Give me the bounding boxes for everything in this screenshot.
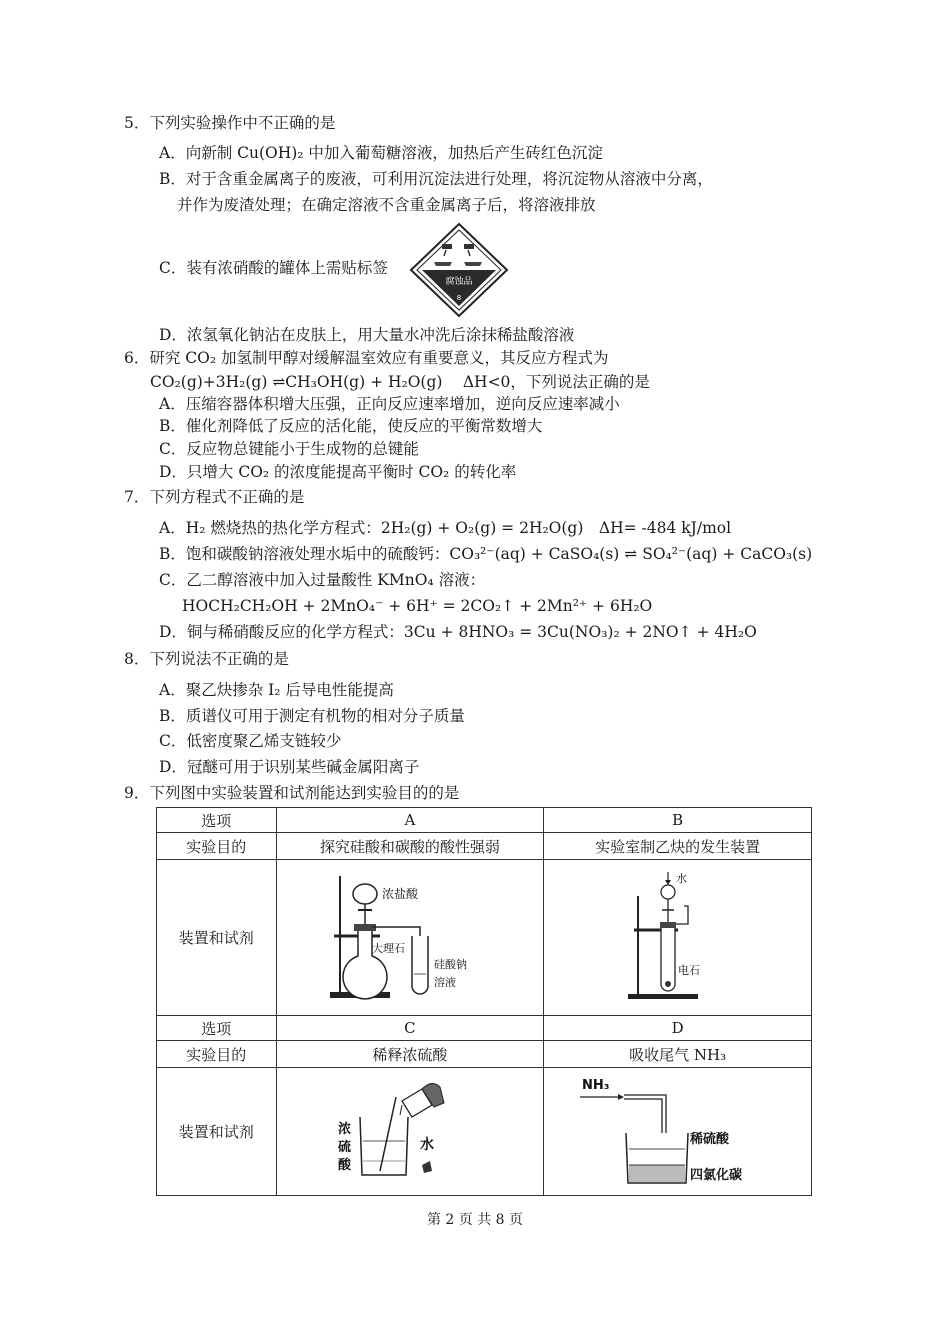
page-footer: 第 2 页 共 8 页	[426, 1212, 524, 1228]
q7-option-b: B．饱和碳酸钠溶液处理水垢中的硫酸钙：CO₃²⁻(aq) + CaSO₄(s) ⇌ SO₄²⁻(aq) + CaCO₃(s)	[159, 545, 813, 563]
option-b-apparatus-cell	[544, 860, 812, 1016]
q6-equation: CO₂(g)+3H₂(g) ⇌CH₃OH(g) + H₂O(g) ΔH<0，下列说法正确的是	[150, 373, 650, 391]
q6-option-b: B．催化剂降低了反应的活化能，使反应的平衡常数增大	[159, 417, 543, 435]
label-ccl4: 四氯化碳	[689, 1167, 742, 1183]
option-d-apparatus-cell	[544, 1068, 812, 1196]
apparatus-b-diagram	[578, 866, 778, 1006]
option-c-letter: C	[276, 1016, 544, 1041]
header-apparatus: 装置和试剂	[157, 860, 277, 1016]
label-solution: 溶液	[433, 975, 456, 989]
hazard-label-text: 腐蚀品	[445, 277, 473, 287]
label-conc-char3: 酸	[337, 1157, 351, 1173]
option-b-purpose: 实验室制乙炔的发生装置	[544, 833, 812, 860]
option-d-purpose: 吸收尾气 NH₃	[544, 1041, 812, 1068]
label-water: 水	[675, 871, 687, 885]
q7-stem: 7．下列方程式不正确的是	[124, 488, 305, 506]
q8-option-c: C．低密度聚乙烯支链较少	[159, 732, 342, 750]
hazard-label-number: 8	[456, 294, 462, 302]
q8-option-d: D．冠醚可用于识别某些碱金属阳离子	[159, 758, 420, 776]
q6-option-d: D．只增大 CO₂ 的浓度能提高平衡时 CO₂ 的转化率	[159, 463, 517, 481]
q7-option-c: C．乙二醇溶液中加入过量酸性 KMnO₄ 溶液：	[159, 571, 486, 589]
corrosive-hazard-label	[408, 222, 510, 318]
table-row	[157, 808, 812, 833]
label-sodium-silicate: 硅酸钠	[433, 957, 467, 971]
header-apparatus-2: 装置和试剂	[157, 1068, 277, 1196]
q7-option-d: D．铜与稀硝酸反应的化学方程式：3Cu + 8HNO₃ = 3Cu(NO₃)₂ + 2NO↑ + 4H₂O	[159, 623, 757, 641]
table-row	[157, 1041, 812, 1068]
table-row	[157, 860, 812, 1016]
q5-stem: 5．下列实验操作中不正确的是	[124, 114, 336, 132]
option-d-letter: D	[544, 1016, 812, 1041]
option-c-purpose: 稀释浓硫酸	[276, 1041, 544, 1068]
q5-option-c: C．装有浓硝酸的罐体上需贴标签	[159, 259, 388, 277]
q8-stem: 8．下列说法不正确的是	[124, 650, 289, 668]
q8-option-a: A．聚乙炔掺杂 I₂ 后导电性能提高	[159, 681, 394, 699]
label-conc-hcl: 浓盐酸	[381, 886, 418, 901]
label-water-c: 水	[419, 1136, 434, 1153]
q6-option-c: C．反应物总键能小于生成物的总键能	[159, 440, 419, 458]
q7-option-c-equation: HOCH₂CH₂OH + 2MnO₄⁻ + 6H⁺ = 2CO₂↑ + 2Mn²⁺ + 6H₂O	[182, 597, 653, 615]
table-row	[157, 1068, 812, 1196]
q9-stem: 9．下列图中实验装置和试剂能达到实验目的的是	[124, 784, 460, 802]
label-conc-char2: 硫	[337, 1139, 351, 1155]
q5-option-d: D．浓氢氧化钠沾在皮肤上，用大量水冲洗后涂抹稀盐酸溶液	[159, 326, 575, 344]
header-purpose: 实验目的	[157, 833, 277, 860]
header-option-2: 选项	[157, 1016, 277, 1041]
q7-option-a: A．H₂ 燃烧热的热化学方程式：2H₂(g) + O₂(g) = 2H₂O(g) ΔH= -484 kJ/mol	[159, 519, 732, 537]
q5-option-a: A．向新制 Cu(OH)₂ 中加入葡萄糖溶液，加热后产生砖红色沉淀	[159, 144, 603, 162]
option-a-purpose: 探究硅酸和碳酸的酸性强弱	[276, 833, 544, 860]
option-b-letter: B	[544, 808, 812, 833]
header-option: 选项	[157, 808, 277, 833]
q8-option-b: B．质谱仪可用于测定有机物的相对分子质量	[159, 707, 465, 725]
header-purpose-2: 实验目的	[157, 1041, 277, 1068]
label-conc-char1: 浓	[337, 1121, 351, 1137]
label-marble: 大理石	[371, 941, 405, 955]
table-row	[157, 833, 812, 860]
q5-option-b-cont: 并作为废渣处理；在确定溶液不含重金属离子后，将溶液排放	[177, 196, 596, 214]
apparatus-c-diagram	[310, 1075, 510, 1185]
option-a-apparatus-cell	[276, 860, 544, 1016]
label-nh3: NH₃	[581, 1077, 610, 1093]
q6-stem: 6．研究 CO₂ 加氢制甲醇对缓解温室效应有重要意义，其反应方程式为	[124, 349, 609, 367]
label-dilute-sulfuric: 稀硫酸	[689, 1131, 729, 1147]
table-row	[157, 1016, 812, 1041]
option-a-letter: A	[276, 808, 544, 833]
apparatus-d-diagram	[578, 1075, 778, 1185]
label-calcium-carbide: 电石	[677, 963, 700, 977]
q5-option-b: B．对于含重金属离子的废液，可利用沉淀法进行处理，将沉淀物从溶液中分离，	[159, 170, 713, 188]
apparatus-a-diagram	[310, 866, 510, 1006]
option-c-apparatus-cell	[276, 1068, 544, 1196]
q6-option-a: A．压缩容器体积增大压强，正向反应速率增加，逆向反应速率减小	[159, 395, 620, 413]
q9-table	[156, 807, 812, 1196]
